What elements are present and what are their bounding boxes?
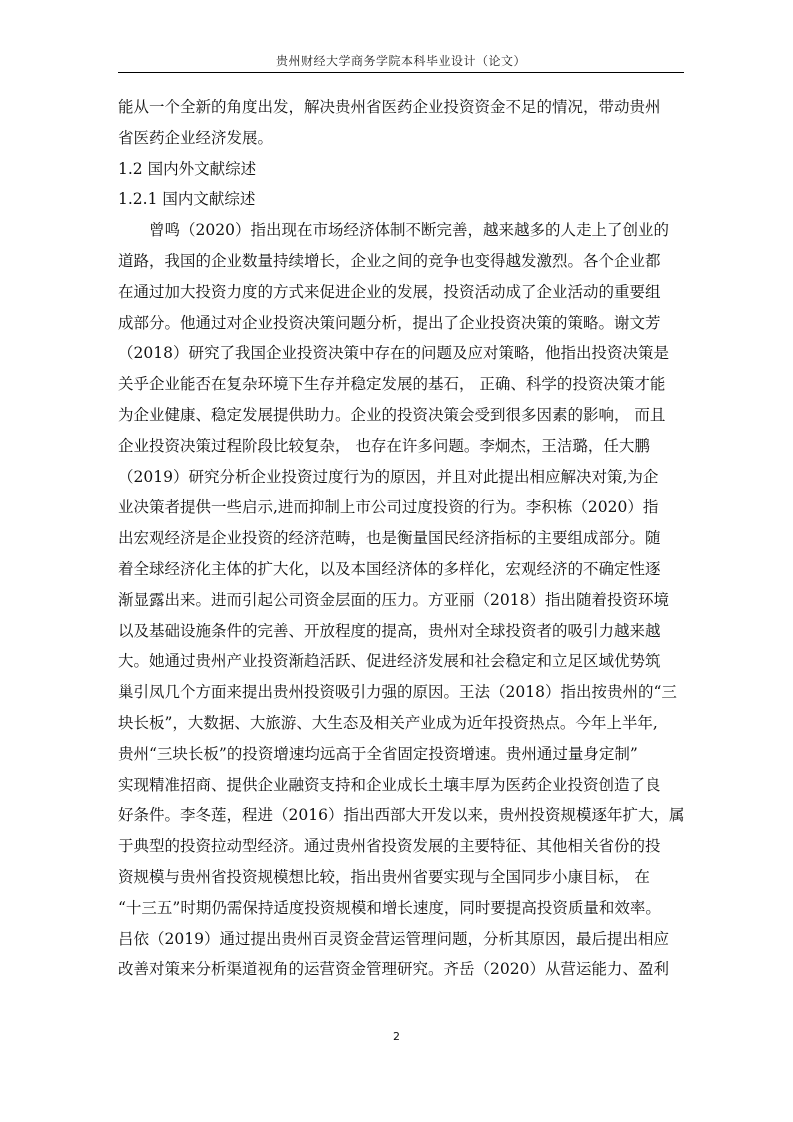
text-line: “十三五”时期仍需保持适度投资规模和增长速度，同时要提高投资质量和效率。	[118, 898, 661, 917]
section-heading: 1.2 国内外文献综述	[118, 159, 257, 178]
page-header: 贵州财经大学商务学院本科毕业设计（论文）	[275, 54, 526, 68]
text-line: 于典型的投资拉动型经济。通过贵州省投资发展的主要特征、其他相关省份的投	[118, 837, 661, 856]
text-line: 以及基础设施条件的完善、开放程度的提高，贵州对全球投资者的吸引力越来越	[118, 621, 661, 640]
text-line: 资规模与贵州省投资规模想比较，指出贵州省要实现与全国同步小康目标， 在	[118, 867, 650, 886]
text-line: 改善对策来分析渠道视角的运营资金管理研究。齐岳（2020）从营运能力、盈利	[118, 960, 669, 979]
text-line: （2019）研究分析企业投资过度行为的原因，并且对此提出相应解决对策,为企	[118, 467, 659, 486]
text-line: 为企业健康、稳定发展提供助力。企业的投资决策会受到很多因素的影响， 而且	[118, 405, 666, 424]
text-line: 省医药企业经济发展。	[118, 128, 274, 147]
text-line: 能从一个全新的角度出发，解决贵州省医药企业投资资金不足的情况，带动贵州	[118, 98, 661, 116]
text-line: 吕依（2019）通过提出贵州百灵资金营运管理问题，分析其原因，最后提出相应	[118, 929, 669, 948]
literature-paragraph	[118, 215, 684, 985]
text-line: 曾鸣（2020）指出现在市场经济体制不断完善，越来越多的人走上了创业的	[149, 221, 669, 240]
text-line: （2018）研究了我国企业投资决策中存在的问题及应对策略，他指出投资决策是	[118, 344, 669, 363]
subsection-heading: 1.2.1 国内文献综述	[118, 190, 256, 209]
text-line: 大。她通过贵州产业投资渐趋活跃、促进经济发展和社会稳定和立足区域优势筑	[118, 652, 661, 671]
text-line: 巢引凤几个方面来提出贵州投资吸引力强的原因。王法（2018）指出按贵州的“三	[118, 683, 677, 702]
text-line: 好条件。李冬莲，程进（2016）指出西部大开发以来，贵州投资规模逐年扩大，属	[118, 806, 685, 825]
text-line: 贵州“三块长板”的投资增速均远高于全省固定投资增速。贵州通过量身定制”	[118, 744, 638, 763]
text-line: 块长板”，大数据、大旅游、大生态及相关产业成为近年投资热点。今年上半年,	[118, 713, 658, 732]
text-line: 渐显露出来。进而引起公司资金层面的压力。方亚丽（2018）指出随着投资环境	[118, 590, 669, 609]
text-line: 着全球经济化主体的扩大化，以及本国经济体的多样化，宏观经济的不确定性逐	[118, 559, 661, 578]
document-body	[118, 92, 684, 985]
header-divider	[118, 72, 684, 73]
text-line: 成部分。他通过对企业投资决策问题分析，提出了企业投资决策的策略。谢文芳	[118, 313, 661, 332]
text-line: 道路，我国的企业数量持续增长，企业之间的竞争也变得越发激烈。各个企业都	[118, 251, 661, 270]
text-line: 在通过加大投资力度的方式来促进企业的发展，投资活动成了企业活动的重要组	[118, 282, 661, 301]
text-line: 关乎企业能否在复杂环境下生存并稳定发展的基石， 正确、科学的投资决策才能	[118, 375, 666, 394]
text-line: 企业投资决策过程阶段比较复杂， 也存在许多问题。李炯杰，王洁璐，任大鹏	[118, 436, 650, 455]
intro-paragraph	[118, 92, 684, 154]
text-line: 实现精准招商、提供企业融资支持和企业成长土壤丰厚为医药企业投资创造了良	[118, 775, 661, 794]
page-number: 2	[393, 1030, 400, 1043]
text-line: 业决策者提供一些启示,进而抑制上市公司过度投资的行为。李积栋（2020）指	[118, 498, 659, 517]
text-line: 出宏观经济是企业投资的经济范畴，也是衡量国民经济指标的主要组成部分。随	[118, 529, 661, 548]
